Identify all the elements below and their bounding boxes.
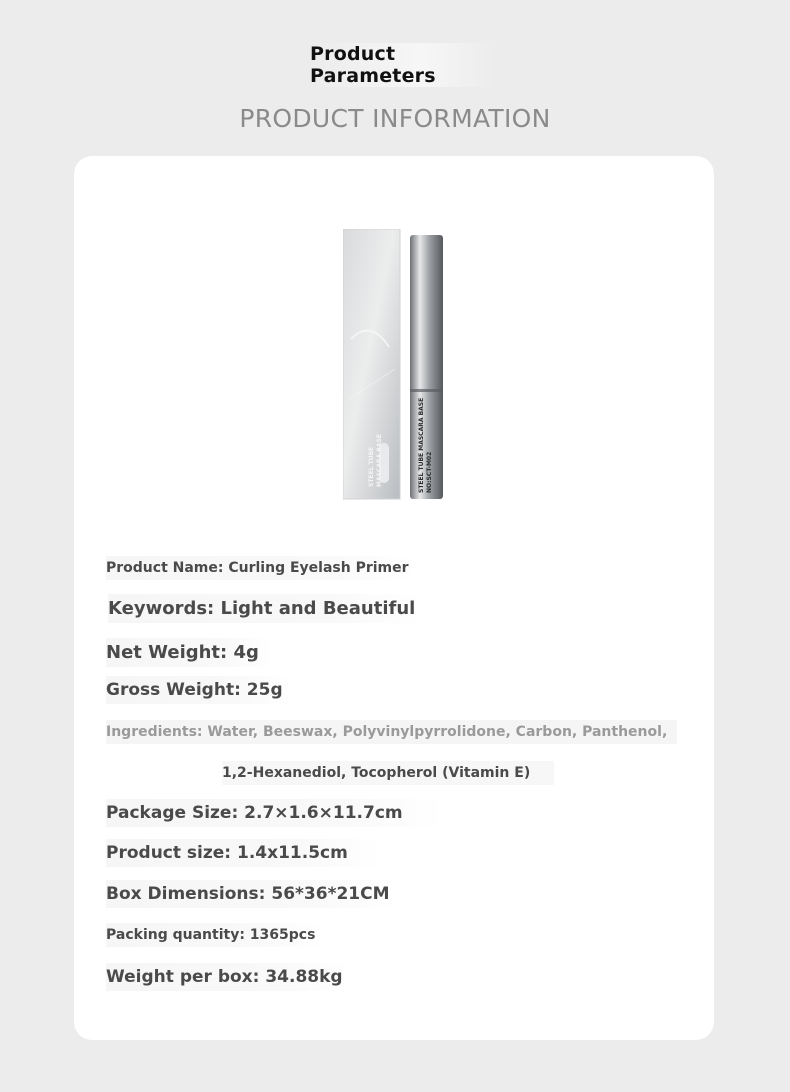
gross-weight: Gross Weight: 25g: [106, 676, 291, 704]
product-name: Product Name: Curling Eyelash Primer: [106, 556, 417, 580]
product-info-card: [74, 156, 714, 1040]
packing-quantity: Packing quantity: 1365pcs: [106, 923, 323, 947]
ingredients-line-1: Ingredients: Water, Beeswax, Polyvinylpyrrolidone, Carbon, Panthenol,: [106, 720, 677, 744]
page-subtitle: PRODUCT INFORMATION: [239, 104, 551, 133]
page-title-line-2: Parameters: [310, 65, 436, 87]
product-image: [343, 229, 473, 501]
tube-print: STEEL TUBE MASCARA BASE NO:SCT-M02: [418, 397, 433, 493]
net-weight: Net Weight: 4g: [106, 638, 273, 667]
package-size: Package Size: 2.7×1.6×11.7cm: [106, 799, 443, 827]
page-title: [310, 43, 496, 87]
product-tube: [410, 235, 443, 499]
box-dimensions: Box Dimensions: 56*36*21CM: [106, 880, 398, 908]
product-box: [343, 229, 400, 499]
weight-per-box: Weight per box: 34.88kg: [106, 963, 351, 991]
page-title-line-1: Product: [310, 43, 396, 65]
keywords: Keywords: Light and Beautiful: [108, 594, 423, 623]
product-size: Product size: 1.4x11.5cm: [106, 839, 384, 867]
box-print: STEEL TUBE MASCARA BASE: [368, 434, 383, 487]
ingredients-line-2: 1,2-Hexanediol, Tocopherol (Vitamin E): [222, 761, 554, 785]
